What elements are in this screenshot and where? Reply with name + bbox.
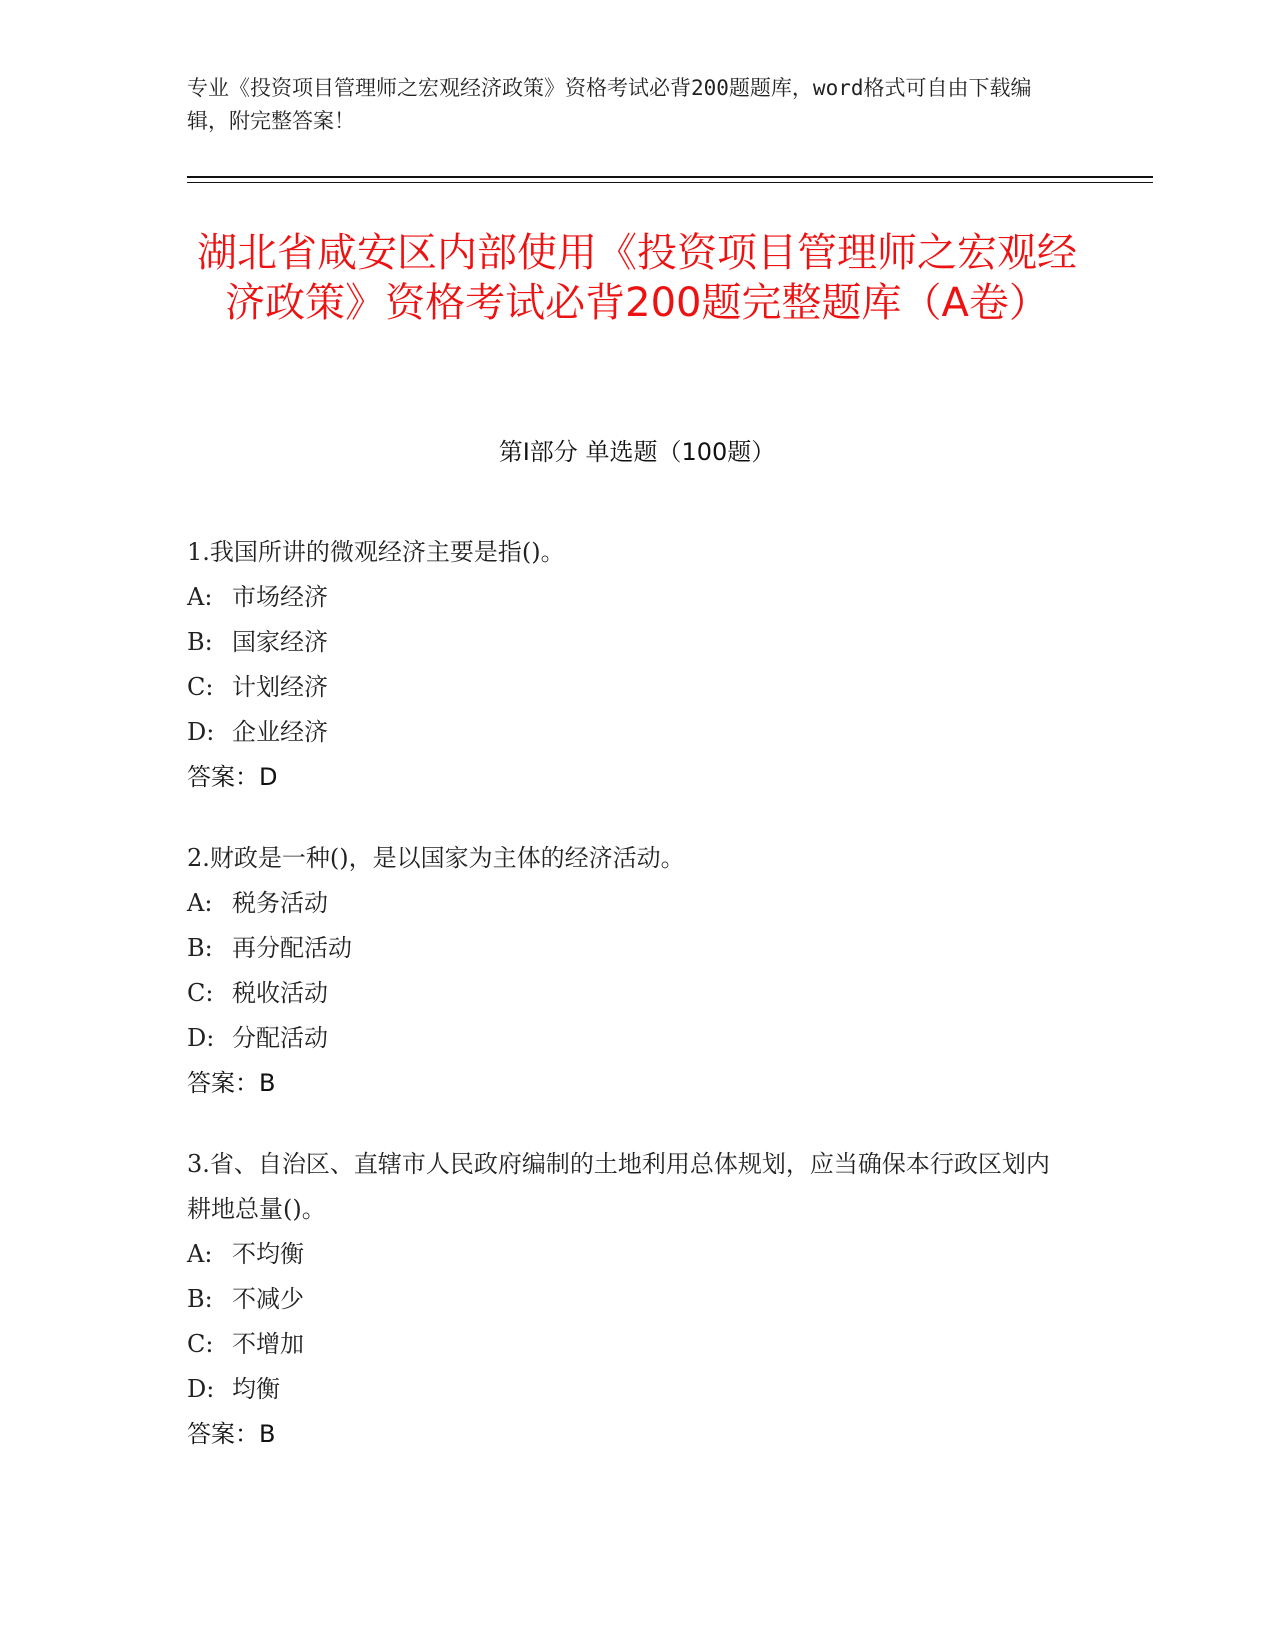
option-text: 税务活动 xyxy=(232,889,328,917)
option-text: 不减少 xyxy=(232,1285,304,1313)
option-b xyxy=(187,1277,1067,1322)
section-title: 第I部分 单选题（100题） xyxy=(498,438,776,466)
option-key: A: xyxy=(187,889,213,917)
answer: 答案：B xyxy=(187,1069,276,1097)
header-divider-thin xyxy=(187,182,1153,183)
option-text: 不均衡 xyxy=(232,1240,304,1268)
header-note: 专业《投资项目管理师之宏观经济政策》资格考试必背200题题库，word格式可自由下载编辑，附完整答案！ xyxy=(187,76,1032,133)
option-text: 计划经济 xyxy=(232,673,328,701)
option-key: D: xyxy=(187,718,215,746)
option-key: A: xyxy=(187,1240,213,1268)
option-d xyxy=(187,710,1067,755)
option-key: B: xyxy=(187,934,213,962)
option-key: A: xyxy=(187,583,213,611)
option-d xyxy=(187,1016,1067,1061)
header-divider-thick xyxy=(187,176,1153,178)
option-c xyxy=(187,971,1067,1016)
question-stem: 2.财政是一种()，是以国家为主体的经济活动。 xyxy=(187,844,685,872)
option-key: C: xyxy=(187,673,214,701)
option-key: D: xyxy=(187,1375,215,1403)
question-stem: 1.我国所讲的微观经济主要是指()。 xyxy=(187,538,565,566)
option-d xyxy=(187,1367,1067,1412)
option-key: C: xyxy=(187,979,214,1007)
option-text: 企业经济 xyxy=(232,718,328,746)
option-b xyxy=(187,926,1067,971)
option-b xyxy=(187,620,1067,665)
option-text: 分配活动 xyxy=(232,1024,328,1052)
option-c xyxy=(187,665,1067,710)
option-a xyxy=(187,881,1067,926)
option-text: 不增加 xyxy=(232,1330,304,1358)
answer: 答案：B xyxy=(187,1420,276,1448)
option-key: C: xyxy=(187,1330,214,1358)
option-text: 均衡 xyxy=(232,1375,280,1403)
option-c xyxy=(187,1322,1067,1367)
option-key: B: xyxy=(187,1285,213,1313)
option-text: 市场经济 xyxy=(232,583,328,611)
question-2 xyxy=(187,836,1067,1106)
question-1 xyxy=(187,530,1067,800)
option-text: 税收活动 xyxy=(232,979,328,1007)
question-list xyxy=(187,530,1067,1493)
option-key: B: xyxy=(187,628,213,656)
option-a xyxy=(187,1232,1067,1277)
option-key: D: xyxy=(187,1024,215,1052)
question-stem: 3.省、自治区、直辖市人民政府编制的土地利用总体规划，应当确保本行政区划内耕地总量()。 xyxy=(187,1150,1050,1223)
option-text: 再分配活动 xyxy=(232,934,352,962)
option-text: 国家经济 xyxy=(232,628,328,656)
answer: 答案：D xyxy=(187,763,278,791)
option-a xyxy=(187,575,1067,620)
question-3 xyxy=(187,1142,1067,1457)
document-title: 湖北省咸安区内部使用《投资项目管理师之宏观经济政策》资格考试必背200题完整题库（A卷） xyxy=(197,230,1077,326)
